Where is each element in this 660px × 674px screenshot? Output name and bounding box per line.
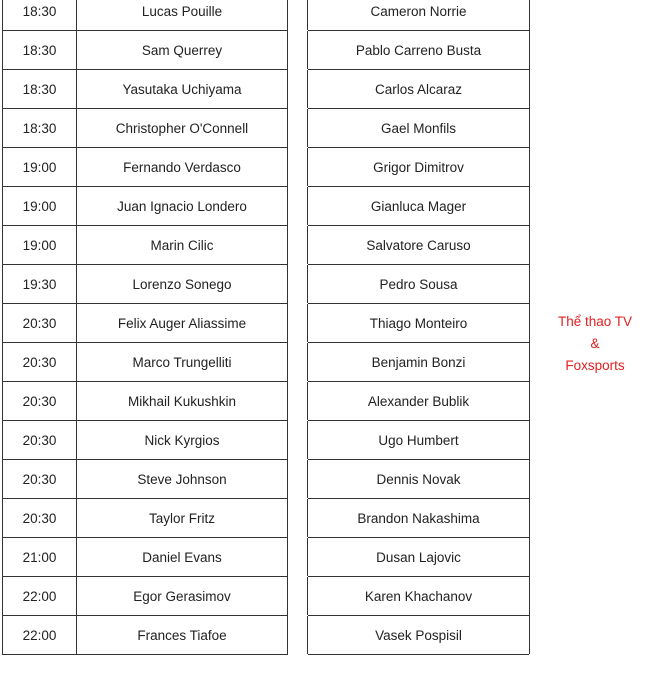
match-time: 20:30 (3, 421, 77, 460)
match-time: 18:30 (3, 70, 77, 109)
match-time: 19:30 (3, 265, 77, 304)
match-time: 22:00 (3, 577, 77, 616)
player-two-name: Vasek Pospisil (308, 616, 530, 655)
player-one-name: Felix Auger Aliassime (77, 304, 288, 343)
column-spacer (288, 538, 308, 577)
player-one-name: Daniel Evans (77, 538, 288, 577)
player-two-name: Dusan Lajovic (308, 538, 530, 577)
player-one-name: Nick Kyrgios (77, 421, 288, 460)
broadcast-channel-line1: Thể thao TV (557, 314, 633, 329)
match-time: 20:30 (3, 460, 77, 499)
column-spacer (288, 343, 308, 382)
player-one-name: Marco Trungelliti (77, 343, 288, 382)
player-two-name: Benjamin Bonzi (308, 343, 530, 382)
player-two-name: Thiago Monteiro (308, 304, 530, 343)
column-spacer (288, 577, 308, 616)
player-two-name: Cameron Norrie (308, 0, 530, 31)
match-time: 19:00 (3, 148, 77, 187)
player-one-name: Christopher O'Connell (77, 109, 288, 148)
player-two-name: Grigor Dimitrov (308, 148, 530, 187)
player-two-name: Pedro Sousa (308, 265, 530, 304)
player-one-name: Fernando Verdasco (77, 148, 288, 187)
match-time: 20:30 (3, 343, 77, 382)
broadcast-channel-line2: & (590, 336, 600, 351)
player-one-name: Yasutaka Uchiyama (77, 70, 288, 109)
column-spacer (288, 265, 308, 304)
player-one-name: Steve Johnson (77, 460, 288, 499)
column-spacer (288, 460, 308, 499)
player-one-name: Sam Querrey (77, 31, 288, 70)
player-one-name: Juan Ignacio Londero (77, 187, 288, 226)
player-two-name: Brandon Nakashima (308, 499, 530, 538)
match-time: 20:30 (3, 499, 77, 538)
player-one-name: Lucas Pouille (77, 0, 288, 31)
table-row (3, 0, 660, 31)
player-two-name: Karen Khachanov (308, 577, 530, 616)
player-two-name: Gianluca Mager (308, 187, 530, 226)
player-two-name: Gael Monfils (308, 109, 530, 148)
broadcast-channel-cell (530, 0, 660, 655)
column-spacer (288, 31, 308, 70)
column-spacer (288, 382, 308, 421)
column-spacer (288, 616, 308, 655)
column-spacer (288, 226, 308, 265)
column-spacer (288, 304, 308, 343)
match-time: 18:30 (3, 0, 77, 31)
match-time: 18:30 (3, 109, 77, 148)
match-time: 19:00 (3, 226, 77, 265)
broadcast-channel-info (530, 269, 660, 377)
match-time: 20:30 (3, 304, 77, 343)
player-two-name: Pablo Carreno Busta (308, 31, 530, 70)
player-two-name: Carlos Alcaraz (308, 70, 530, 109)
match-time: 19:00 (3, 187, 77, 226)
player-one-name: Lorenzo Sonego (77, 265, 288, 304)
player-two-name: Dennis Novak (308, 460, 530, 499)
column-spacer (288, 148, 308, 187)
column-spacer (288, 421, 308, 460)
match-time: 20:30 (3, 382, 77, 421)
player-two-name: Ugo Humbert (308, 421, 530, 460)
broadcast-channel-line3: Foxsports (565, 358, 625, 373)
match-time: 18:30 (3, 31, 77, 70)
match-schedule-body (3, 0, 660, 655)
player-one-name: Marin Cilic (77, 226, 288, 265)
player-one-name: Taylor Fritz (77, 499, 288, 538)
match-schedule-table (2, 0, 660, 655)
column-spacer (288, 187, 308, 226)
match-time: 22:00 (3, 616, 77, 655)
match-time: 21:00 (3, 538, 77, 577)
player-one-name: Mikhail Kukushkin (77, 382, 288, 421)
player-one-name: Frances Tiafoe (77, 616, 288, 655)
column-spacer (288, 109, 308, 148)
player-one-name: Egor Gerasimov (77, 577, 288, 616)
column-spacer (288, 70, 308, 109)
player-two-name: Alexander Bublik (308, 382, 530, 421)
player-two-name: Salvatore Caruso (308, 226, 530, 265)
column-spacer (288, 0, 308, 31)
column-spacer (288, 499, 308, 538)
